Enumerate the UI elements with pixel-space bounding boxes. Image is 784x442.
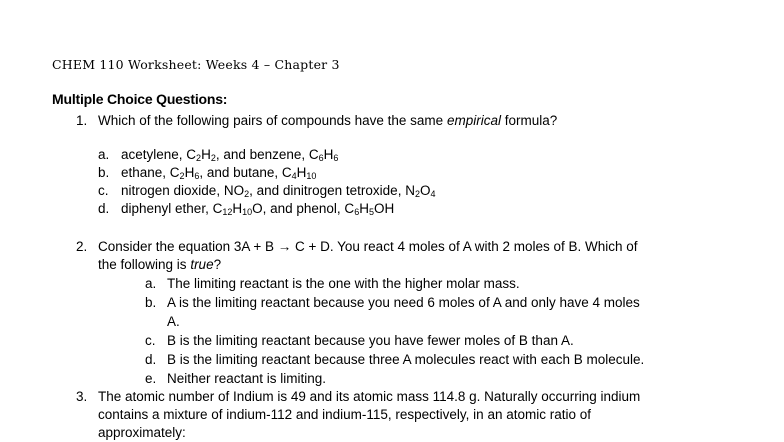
question-2-text-line1: Consider the equation 3A + B → C + D. You react 4 moles of A with 2 moles of B. Which of [98,239,638,254]
q1-option-c-letter: c. [98,183,109,198]
worksheet-header: CHEM 110 Worksheet: Weeks 4 – Chapter 3 [52,57,340,72]
q2-option-d-letter: d. [145,352,157,367]
q1-option-a-letter: a. [98,147,110,162]
question-3-text-line3: approximately: [98,425,186,440]
section-title: Multiple Choice Questions: [52,91,228,107]
q2-option-e-letter: e. [145,371,157,386]
q1-option-a: acetylene, $C_2H_2$, and benzene, $C_6H_6$ [121,147,339,163]
question-1-text: Which of the following pairs of compounds have the same empirical formula? [98,113,558,128]
question-2-number: 2. [76,239,88,254]
q2-option-c: B is the limiting reactant because you have fewer moles of B than A. [167,333,574,348]
q2-option-b-continued: A. [167,314,180,329]
q2-option-e: Neither reactant is limiting. [167,371,327,386]
question-3-text-line2: contains a mixture of indium-112 and indium-115, respectively, in an atomic ratio of [98,407,591,422]
q2-option-d: B is the limiting reactant because three A molecules react with each B molecule. [167,352,645,367]
q2-option-a: The limiting reactant is the one with the higher molar mass. [167,276,520,291]
q2-option-b-letter: b. [145,295,157,310]
question-1-number: 1. [76,113,88,128]
question-3-number: 3. [76,389,88,404]
q1-option-b: ethane, $C_2H_6$, and butane, $C_4H_{10}$ [121,165,317,181]
question-3-text-line1: The atomic number of Indium is 49 and its atomic mass 114.8 g. Naturally occurring indium [98,389,641,404]
q1-option-c: nitrogen dioxide, $NO_2$, and dinitrogen tetroxide, $N_2O_4$ [121,183,436,199]
q1-option-d-letter: d. [98,201,110,216]
q1-option-d: diphenyl ether, $C_{12}H_{10}O$, and phenol, $C_6H_5OH$ [121,201,395,217]
q2-option-b: A is the limiting reactant because you need 6 moles of A and only have 4 moles [167,295,640,310]
question-2-text-line2: the following is true? [98,257,222,272]
q1-option-b-letter: b. [98,165,110,180]
q2-option-c-letter: c. [145,333,156,348]
q2-option-a-letter: a. [145,276,157,291]
